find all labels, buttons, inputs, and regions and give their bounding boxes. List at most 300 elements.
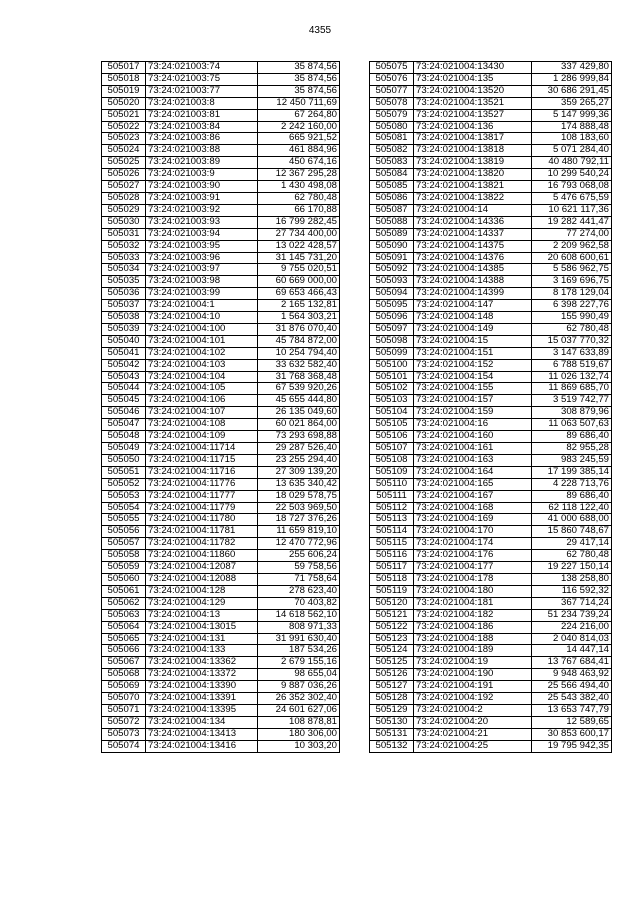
record-number-cell: 505083 (370, 157, 414, 169)
cadastral-number-cell: 73:24:021004:20 (414, 716, 532, 728)
record-number-cell: 505069 (102, 681, 146, 693)
table-row (370, 466, 612, 478)
record-number-cell: 505045 (102, 395, 146, 407)
table-row (370, 621, 612, 633)
table-row (102, 621, 340, 633)
value-cell: 5 071 284,40 (532, 145, 612, 157)
value-cell: 108 183,60 (532, 133, 612, 145)
cadastral-number-cell: 73:24:021004:12088 (146, 573, 258, 585)
value-cell: 29 417,14 (532, 538, 612, 550)
value-cell: 180 306,00 (258, 728, 340, 740)
table-row (370, 407, 612, 419)
table-row (102, 97, 340, 109)
cadastral-number-cell: 73:24:021004:189 (414, 645, 532, 657)
table-row (102, 323, 340, 335)
value-cell: 12 470 772,96 (258, 538, 340, 550)
value-cell: 89 686,40 (532, 431, 612, 443)
table-row (102, 264, 340, 276)
record-number-cell: 505123 (370, 633, 414, 645)
table-row (370, 157, 612, 169)
value-cell: 665 921,52 (258, 133, 340, 145)
table-row (370, 264, 612, 276)
record-number-cell: 505081 (370, 133, 414, 145)
cadastral-number-cell: 73:24:021004:25 (414, 740, 532, 752)
cadastral-number-cell: 73:24:021004:109 (146, 431, 258, 443)
value-cell: 62 118 122,40 (532, 502, 612, 514)
cadastral-number-cell: 73:24:021004:154 (414, 371, 532, 383)
value-cell: 13 635 340,42 (258, 478, 340, 490)
record-number-cell: 505129 (370, 704, 414, 716)
value-cell: 10 621 117,36 (532, 204, 612, 216)
record-number-cell: 505117 (370, 562, 414, 574)
record-number-cell: 505112 (370, 502, 414, 514)
cadastral-number-cell: 73:24:021004:13413 (146, 728, 258, 740)
value-cell: 461 884,96 (258, 145, 340, 157)
table-row (370, 573, 612, 585)
cadastral-number-cell: 73:24:021003:90 (146, 181, 258, 193)
value-cell: 1 564 303,21 (258, 312, 340, 324)
value-cell: 19 795 942,35 (532, 740, 612, 752)
cadastral-number-cell: 73:24:021004:128 (146, 585, 258, 597)
table-row (102, 240, 340, 252)
record-number-cell: 505017 (102, 62, 146, 74)
value-cell: 17 199 385,14 (532, 466, 612, 478)
value-cell: 278 623,40 (258, 585, 340, 597)
value-cell: 27 309 139,20 (258, 466, 340, 478)
record-number-cell: 505048 (102, 431, 146, 443)
cadastral-number-cell: 73:24:021003:94 (146, 228, 258, 240)
record-number-cell: 505066 (102, 645, 146, 657)
value-cell: 20 608 600,61 (532, 252, 612, 264)
record-number-cell: 505086 (370, 192, 414, 204)
cadastral-number-cell: 73:24:021003:98 (146, 276, 258, 288)
value-cell: 60 669 000,00 (258, 276, 340, 288)
cadastral-number-cell: 73:24:021004:21 (414, 728, 532, 740)
record-number-cell: 505079 (370, 109, 414, 121)
record-number-cell: 505039 (102, 323, 146, 335)
record-number-cell: 505064 (102, 621, 146, 633)
table-row (370, 181, 612, 193)
table-row (370, 73, 612, 85)
record-number-cell: 505021 (102, 109, 146, 121)
table-row (370, 478, 612, 490)
table-row (370, 669, 612, 681)
record-number-cell: 505019 (102, 85, 146, 97)
table-row (102, 740, 340, 752)
table-row (370, 526, 612, 538)
record-number-cell: 505023 (102, 133, 146, 145)
cadastral-number-cell: 73:24:021004:11782 (146, 538, 258, 550)
table-row (102, 716, 340, 728)
value-cell: 18 727 376,26 (258, 514, 340, 526)
value-cell: 1 286 999,84 (532, 73, 612, 85)
table-row (370, 240, 612, 252)
cadastral-number-cell: 73:24:021004:163 (414, 454, 532, 466)
table-row (370, 645, 612, 657)
value-cell: 26 352 302,40 (258, 693, 340, 705)
table-row (102, 383, 340, 395)
record-number-cell: 505101 (370, 371, 414, 383)
cadastral-number-cell: 73:24:021004:190 (414, 669, 532, 681)
table-row (102, 181, 340, 193)
cadastral-number-cell: 73:24:021004:15 (414, 335, 532, 347)
value-cell: 25 543 382,40 (532, 693, 612, 705)
record-number-cell: 505126 (370, 669, 414, 681)
table-row (370, 252, 612, 264)
right-table-body (370, 62, 612, 753)
cadastral-number-cell: 73:24:021003:74 (146, 62, 258, 74)
table-row (102, 693, 340, 705)
cadastral-number-cell: 73:24:021004:13521 (414, 97, 532, 109)
cadastral-number-cell: 73:24:021004:13 (146, 609, 258, 621)
record-number-cell: 505116 (370, 550, 414, 562)
value-cell: 3 169 696,75 (532, 276, 612, 288)
cadastral-number-cell: 73:24:021004:155 (414, 383, 532, 395)
record-number-cell: 505070 (102, 693, 146, 705)
value-cell: 12 450 711,69 (258, 97, 340, 109)
value-cell: 5 147 999,36 (532, 109, 612, 121)
table-row (370, 347, 612, 359)
cadastral-number-cell: 73:24:021004:13527 (414, 109, 532, 121)
value-cell: 11 026 132,74 (532, 371, 612, 383)
value-cell: 116 592,32 (532, 585, 612, 597)
cadastral-number-cell: 73:24:021004:1 (146, 300, 258, 312)
value-cell: 450 674,16 (258, 157, 340, 169)
record-number-cell: 505114 (370, 526, 414, 538)
table-row (370, 204, 612, 216)
cadastral-number-cell: 73:24:021003:81 (146, 109, 258, 121)
table-row (370, 454, 612, 466)
cadastral-number-cell: 73:24:021004:13015 (146, 621, 258, 633)
record-number-cell: 505027 (102, 181, 146, 193)
cadastral-number-cell: 73:24:021004:104 (146, 371, 258, 383)
record-number-cell: 505042 (102, 359, 146, 371)
table-row (102, 681, 340, 693)
table-row (370, 597, 612, 609)
record-number-cell: 505103 (370, 395, 414, 407)
table-row (102, 216, 340, 228)
value-cell: 367 714,24 (532, 597, 612, 609)
cadastral-number-cell: 73:24:021004:106 (146, 395, 258, 407)
value-cell: 89 686,40 (532, 490, 612, 502)
record-number-cell: 505075 (370, 62, 414, 74)
value-cell: 8 178 129,04 (532, 288, 612, 300)
cadastral-number-cell: 73:24:021004:157 (414, 395, 532, 407)
record-number-cell: 505047 (102, 419, 146, 431)
cadastral-number-cell: 73:24:021004:100 (146, 323, 258, 335)
cadastral-number-cell: 73:24:021004:191 (414, 681, 532, 693)
value-cell: 12 589,65 (532, 716, 612, 728)
value-cell: 11 659 819,10 (258, 526, 340, 538)
value-cell: 35 874,56 (258, 85, 340, 97)
cadastral-number-cell: 73:24:021004:19 (414, 657, 532, 669)
table-row (102, 443, 340, 455)
table-row (102, 228, 340, 240)
value-cell: 2 209 962,58 (532, 240, 612, 252)
record-number-cell: 505032 (102, 240, 146, 252)
cadastral-number-cell: 73:24:021003:93 (146, 216, 258, 228)
cadastral-number-cell: 73:24:021003:92 (146, 204, 258, 216)
record-number-cell: 505043 (102, 371, 146, 383)
record-number-cell: 505078 (370, 97, 414, 109)
cadastral-number-cell: 73:24:021004:176 (414, 550, 532, 562)
value-cell: 66 170,88 (258, 204, 340, 216)
record-number-cell: 505053 (102, 490, 146, 502)
record-number-cell: 505088 (370, 216, 414, 228)
record-number-cell: 505051 (102, 466, 146, 478)
value-cell: 35 874,56 (258, 62, 340, 74)
table-row (102, 538, 340, 550)
table-row (370, 228, 612, 240)
cadastral-number-cell: 73:24:021003:77 (146, 85, 258, 97)
table-row (370, 585, 612, 597)
record-number-cell: 505022 (102, 121, 146, 133)
value-cell: 14 618 562,10 (258, 609, 340, 621)
cadastral-number-cell: 73:24:021003:75 (146, 73, 258, 85)
record-number-cell: 505072 (102, 716, 146, 728)
record-number-cell: 505065 (102, 633, 146, 645)
record-number-cell: 505025 (102, 157, 146, 169)
table-row (370, 312, 612, 324)
cadastral-number-cell: 73:24:021004:149 (414, 323, 532, 335)
record-number-cell: 505028 (102, 192, 146, 204)
table-row (370, 704, 612, 716)
value-cell: 155 990,49 (532, 312, 612, 324)
table-row (102, 609, 340, 621)
cadastral-number-cell: 73:24:021004:11715 (146, 454, 258, 466)
table-row (102, 347, 340, 359)
record-number-cell: 505033 (102, 252, 146, 264)
table-row (370, 740, 612, 752)
cadastral-number-cell: 73:24:021004:170 (414, 526, 532, 538)
table-row (102, 550, 340, 562)
table-row (102, 431, 340, 443)
cadastral-number-cell: 73:24:021004:101 (146, 335, 258, 347)
value-cell: 138 258,80 (532, 573, 612, 585)
record-number-cell: 505031 (102, 228, 146, 240)
value-cell: 14 447,14 (532, 645, 612, 657)
record-number-cell: 505050 (102, 454, 146, 466)
value-cell: 31 991 630,40 (258, 633, 340, 645)
page-number: 4355 (308, 25, 332, 36)
record-number-cell: 505108 (370, 454, 414, 466)
cadastral-number-cell: 73:24:021004:13390 (146, 681, 258, 693)
cadastral-number-cell: 73:24:021004:164 (414, 466, 532, 478)
record-number-cell: 505104 (370, 407, 414, 419)
value-cell: 983 245,59 (532, 454, 612, 466)
value-cell: 359 265,27 (532, 97, 612, 109)
record-number-cell: 505029 (102, 204, 146, 216)
value-cell: 41 000 688,00 (532, 514, 612, 526)
cadastral-number-cell: 73:24:021004:14385 (414, 264, 532, 276)
cadastral-number-cell: 73:24:021004:13362 (146, 657, 258, 669)
record-number-cell: 505068 (102, 669, 146, 681)
value-cell: 62 780,48 (532, 550, 612, 562)
cadastral-number-cell: 73:24:021004:188 (414, 633, 532, 645)
value-cell: 45 655 444,80 (258, 395, 340, 407)
cadastral-number-cell: 73:24:021004:168 (414, 502, 532, 514)
record-number-cell: 505113 (370, 514, 414, 526)
cadastral-number-cell: 73:24:021003:99 (146, 288, 258, 300)
value-cell: 60 021 864,00 (258, 419, 340, 431)
cadastral-number-cell: 73:24:021004:13395 (146, 704, 258, 716)
table-row (102, 62, 340, 74)
cadastral-number-cell: 73:24:021004:148 (414, 312, 532, 324)
cadastral-number-cell: 73:24:021004:13430 (414, 62, 532, 74)
table-row (102, 276, 340, 288)
cadastral-number-cell: 73:24:021003:86 (146, 133, 258, 145)
record-number-cell: 505018 (102, 73, 146, 85)
cadastral-number-cell: 73:24:021004:180 (414, 585, 532, 597)
cadastral-number-cell: 73:24:021004:13416 (146, 740, 258, 752)
record-number-cell: 505106 (370, 431, 414, 443)
record-number-cell: 505061 (102, 585, 146, 597)
table-row (370, 431, 612, 443)
cadastral-number-cell: 73:24:021003:88 (146, 145, 258, 157)
record-number-cell: 505080 (370, 121, 414, 133)
record-number-cell: 505107 (370, 443, 414, 455)
table-row (102, 335, 340, 347)
cadastral-number-cell: 73:24:021003:95 (146, 240, 258, 252)
table-row (370, 85, 612, 97)
value-cell: 337 429,80 (532, 62, 612, 74)
cadastral-number-cell: 73:24:021004:11777 (146, 490, 258, 502)
value-cell: 9 887 036,26 (258, 681, 340, 693)
cadastral-number-cell: 73:24:021004:14376 (414, 252, 532, 264)
cadastral-number-cell: 73:24:021004:133 (146, 645, 258, 657)
record-number-cell: 505089 (370, 228, 414, 240)
record-number-cell: 505024 (102, 145, 146, 157)
table-row (370, 502, 612, 514)
table-row (370, 514, 612, 526)
cadastral-number-cell: 73:24:021003:91 (146, 192, 258, 204)
record-number-cell: 505056 (102, 526, 146, 538)
cadastral-number-cell: 73:24:021004:14399 (414, 288, 532, 300)
cadastral-number-cell: 73:24:021004:13819 (414, 157, 532, 169)
value-cell: 19 282 441,47 (532, 216, 612, 228)
value-cell: 77 274,00 (532, 228, 612, 240)
record-number-cell: 505041 (102, 347, 146, 359)
table-row (102, 407, 340, 419)
value-cell: 6 398 227,76 (532, 300, 612, 312)
value-cell: 2 040 814,03 (532, 633, 612, 645)
table-row (102, 573, 340, 585)
value-cell: 67 264,80 (258, 109, 340, 121)
record-number-cell: 505057 (102, 538, 146, 550)
value-cell: 51 234 739,24 (532, 609, 612, 621)
table-row (370, 681, 612, 693)
table-row (370, 609, 612, 621)
cadastral-number-cell: 73:24:021004:136 (414, 121, 532, 133)
record-number-cell: 505115 (370, 538, 414, 550)
record-number-cell: 505038 (102, 312, 146, 324)
table-row (370, 323, 612, 335)
table-row (102, 478, 340, 490)
value-cell: 31 145 731,20 (258, 252, 340, 264)
value-cell: 11 869 685,70 (532, 383, 612, 395)
table-row (102, 502, 340, 514)
value-cell: 1 430 498,08 (258, 181, 340, 193)
table-row (370, 216, 612, 228)
record-number-cell: 505020 (102, 97, 146, 109)
value-cell: 9 948 463,92 (532, 669, 612, 681)
right-table (369, 61, 612, 753)
cadastral-number-cell: 73:24:021004:14375 (414, 240, 532, 252)
value-cell: 24 601 627,06 (258, 704, 340, 716)
cadastral-number-cell: 73:24:021004:160 (414, 431, 532, 443)
record-number-cell: 505121 (370, 609, 414, 621)
cadastral-number-cell: 73:24:021004:159 (414, 407, 532, 419)
cadastral-number-cell: 73:24:021004:16 (414, 419, 532, 431)
value-cell: 19 227 150,14 (532, 562, 612, 574)
table-row (102, 657, 340, 669)
value-cell: 5 476 675,59 (532, 192, 612, 204)
value-cell: 13 022 428,57 (258, 240, 340, 252)
table-row (370, 288, 612, 300)
table-row (102, 395, 340, 407)
table-row (370, 97, 612, 109)
cadastral-number-cell: 73:24:021004:13391 (146, 693, 258, 705)
value-cell: 12 367 295,28 (258, 169, 340, 181)
table-row (102, 300, 340, 312)
table-row (370, 657, 612, 669)
table-row (102, 109, 340, 121)
value-cell: 2 242 160,00 (258, 121, 340, 133)
value-cell: 59 758,56 (258, 562, 340, 574)
cadastral-number-cell: 73:24:021004:14 (414, 204, 532, 216)
record-number-cell: 505120 (370, 597, 414, 609)
record-number-cell: 505100 (370, 359, 414, 371)
cadastral-number-cell: 73:24:021003:84 (146, 121, 258, 133)
record-number-cell: 505063 (102, 609, 146, 621)
cadastral-number-cell: 73:24:021004:102 (146, 347, 258, 359)
table-row (102, 121, 340, 133)
value-cell: 27 734 400,00 (258, 228, 340, 240)
cadastral-number-cell: 73:24:021004:11776 (146, 478, 258, 490)
value-cell: 3 519 742,77 (532, 395, 612, 407)
value-cell: 31 876 070,40 (258, 323, 340, 335)
cadastral-number-cell: 73:24:021003:89 (146, 157, 258, 169)
table-row (370, 490, 612, 502)
table-row (370, 443, 612, 455)
value-cell: 30 853 600,17 (532, 728, 612, 740)
value-cell: 255 606,24 (258, 550, 340, 562)
table-row (370, 716, 612, 728)
record-number-cell: 505077 (370, 85, 414, 97)
table-row (102, 371, 340, 383)
value-cell: 13 767 684,41 (532, 657, 612, 669)
value-cell: 11 063 507,63 (532, 419, 612, 431)
record-number-cell: 505122 (370, 621, 414, 633)
value-cell: 808 971,33 (258, 621, 340, 633)
table-row (102, 454, 340, 466)
table-row (370, 383, 612, 395)
table-row (102, 419, 340, 431)
table-row (102, 73, 340, 85)
record-number-cell: 505044 (102, 383, 146, 395)
value-cell: 62 780,48 (532, 323, 612, 335)
table-row (102, 204, 340, 216)
record-number-cell: 505131 (370, 728, 414, 740)
table-row (102, 526, 340, 538)
cadastral-number-cell: 73:24:021004:13372 (146, 669, 258, 681)
table-row (102, 252, 340, 264)
record-number-cell: 505076 (370, 73, 414, 85)
value-cell: 18 029 578,75 (258, 490, 340, 502)
value-cell: 308 879,96 (532, 407, 612, 419)
left-table (101, 61, 340, 753)
value-cell: 2 165 132,81 (258, 300, 340, 312)
